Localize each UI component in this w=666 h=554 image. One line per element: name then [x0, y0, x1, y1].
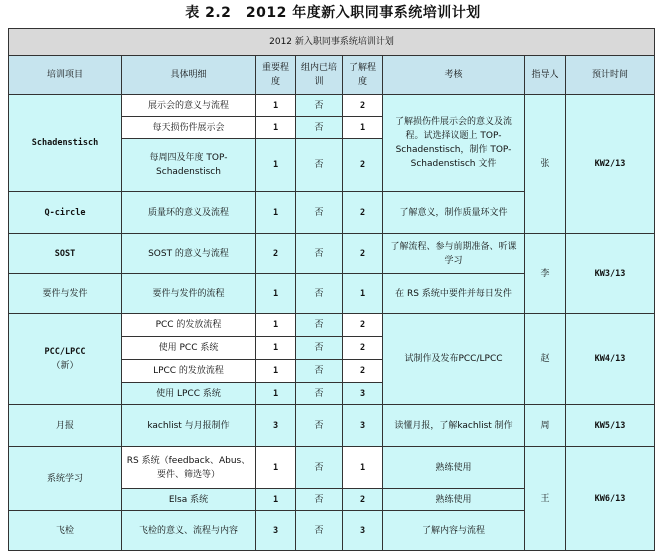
mentor-cell: 李: [525, 234, 566, 314]
mentor-cell: 张: [525, 95, 566, 234]
understanding-cell: 3: [343, 383, 383, 405]
detail-cell: 展示会的意义与流程: [122, 95, 256, 117]
header-importance: 重要程度: [256, 56, 296, 95]
done-cell: 否: [296, 447, 343, 489]
detail-cell: 质量环的意义及流程: [122, 192, 256, 234]
project-cell: Schadenstisch: [9, 95, 122, 192]
understanding-cell: 2: [343, 139, 383, 192]
check-cell: 了解意义，制作质量环文件: [383, 192, 525, 234]
understanding-cell: 2: [343, 234, 383, 274]
detail-cell: 每周四及年度 TOP-Schadenstisch: [122, 139, 256, 192]
header-understanding: 了解程度: [343, 56, 383, 95]
project-cell: Q-circle: [9, 192, 122, 234]
importance-cell: 1: [256, 360, 296, 383]
table-row: [9, 447, 655, 489]
importance-cell: 1: [256, 139, 296, 192]
detail-cell: 每天损伤件展示会: [122, 117, 256, 139]
importance-cell: 3: [256, 405, 296, 447]
check-cell: 了解流程、参与前期准备、听课学习: [383, 234, 525, 274]
done-cell: 否: [296, 337, 343, 360]
detail-cell: LPCC 的发放流程: [122, 360, 256, 383]
check-cell: 熟练使用: [383, 447, 525, 489]
table-row: [9, 405, 655, 447]
understanding-cell: 1: [343, 117, 383, 139]
done-cell: 否: [296, 314, 343, 337]
project-cell: [9, 314, 122, 405]
project-sublabel: （新）: [51, 361, 79, 371]
understanding-cell: 2: [343, 192, 383, 234]
header-time: 预计时间: [566, 56, 655, 95]
check-cell: 了解内容与流程: [383, 511, 525, 551]
detail-cell: PCC 的发放流程: [122, 314, 256, 337]
understanding-cell: 2: [343, 337, 383, 360]
done-cell: 否: [296, 511, 343, 551]
time-cell: KW3/13: [566, 234, 655, 314]
check-cell: 在 RS 系统中要件并每日发件: [383, 274, 525, 314]
detail-cell: 使用 LPCC 系统: [122, 383, 256, 405]
check-cell: 了解损伤件展示会的意义及流程。试选择议题上 TOP-Schadenstisch，制作 TOP-Schadenstisch 文件: [383, 95, 525, 192]
mentor-cell: 赵: [525, 314, 566, 405]
done-cell: 否: [296, 383, 343, 405]
detail-cell: 使用 PCC 系统: [122, 337, 256, 360]
done-cell: 否: [296, 117, 343, 139]
header-detail: 具体明细: [122, 56, 256, 95]
detail-cell: Elsa 系统: [122, 489, 256, 511]
detail-cell: 要件与发件的流程: [122, 274, 256, 314]
header-project: 培训项目: [9, 56, 122, 95]
project-cell: 要件与发件: [9, 274, 122, 314]
done-cell: 否: [296, 274, 343, 314]
importance-cell: 1: [256, 192, 296, 234]
understanding-cell: 1: [343, 274, 383, 314]
done-cell: 否: [296, 234, 343, 274]
importance-cell: 3: [256, 511, 296, 551]
project-cell: 系统学习: [9, 447, 122, 511]
table-row: [9, 95, 655, 117]
importance-cell: 1: [256, 314, 296, 337]
done-cell: 否: [296, 139, 343, 192]
understanding-cell: 3: [343, 511, 383, 551]
detail-cell: SOST 的意义与流程: [122, 234, 256, 274]
project-cell: 月报: [9, 405, 122, 447]
done-cell: 否: [296, 360, 343, 383]
done-cell: 否: [296, 405, 343, 447]
understanding-cell: 2: [343, 360, 383, 383]
project-label: PCC/LPCC: [44, 347, 86, 357]
time-cell: KW6/13: [566, 447, 655, 551]
mentor-cell: 王: [525, 447, 566, 551]
table-caption: 表 2.2 2012 年度新入职同事系统培训计划: [185, 5, 481, 21]
check-cell: 读懂月报，了解kachlist 制作: [383, 405, 525, 447]
table-title: 2012 新入职同事系统培训计划: [9, 29, 655, 56]
project-cell: SOST: [9, 234, 122, 274]
importance-cell: 1: [256, 117, 296, 139]
importance-cell: 1: [256, 274, 296, 314]
importance-cell: 2: [256, 234, 296, 274]
project-cell: 飞检: [9, 511, 122, 551]
understanding-cell: 2: [343, 489, 383, 511]
done-cell: 否: [296, 95, 343, 117]
detail-cell: 飞检的意义、流程与内容: [122, 511, 256, 551]
table-row: [9, 314, 655, 337]
header-done: 组内已培训: [296, 56, 343, 95]
check-cell: 熟练使用: [383, 489, 525, 511]
header-check: 考核: [383, 56, 525, 95]
understanding-cell: 2: [343, 314, 383, 337]
understanding-cell: 3: [343, 405, 383, 447]
time-cell: KW4/13: [566, 314, 655, 405]
header-mentor: 指导人: [525, 56, 566, 95]
understanding-cell: 1: [343, 447, 383, 489]
time-cell: KW5/13: [566, 405, 655, 447]
importance-cell: 1: [256, 383, 296, 405]
understanding-cell: 2: [343, 95, 383, 117]
table-row: [9, 234, 655, 274]
mentor-cell: 周: [525, 405, 566, 447]
detail-cell: RS 系统（feedback、Abus、要件、筛选等）: [122, 447, 256, 489]
importance-cell: 1: [256, 337, 296, 360]
time-cell: KW2/13: [566, 95, 655, 234]
detail-cell: kachlist 与月报制作: [122, 405, 256, 447]
training-plan-table: [8, 28, 655, 551]
importance-cell: 1: [256, 489, 296, 511]
importance-cell: 1: [256, 447, 296, 489]
done-cell: 否: [296, 489, 343, 511]
check-cell: 试制作及发布PCC/LPCC: [383, 314, 525, 405]
importance-cell: 1: [256, 95, 296, 117]
done-cell: 否: [296, 192, 343, 234]
